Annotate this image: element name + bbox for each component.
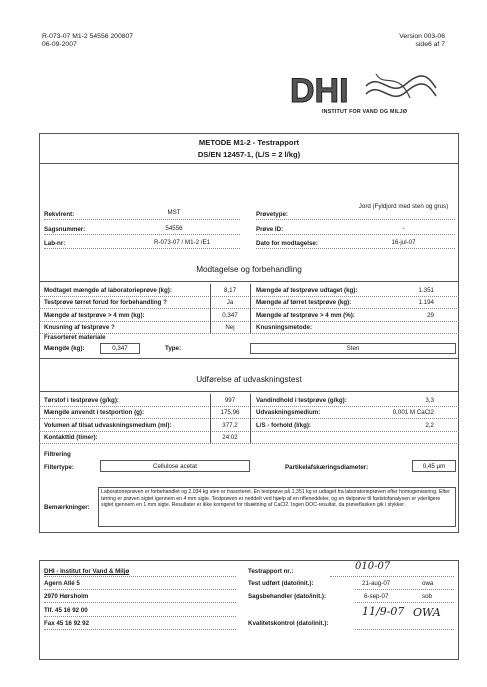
sagsnummer-value: 54556 — [165, 225, 183, 232]
method-title: METODE M1-2 - Testrapport — [198, 138, 300, 147]
section2-left-label-3: Kontakttid (timer): — [44, 433, 98, 441]
section2-right-label-0: Vandindhold i testprøve (g/kg): — [256, 397, 347, 404]
dato-value: 16-jul-07 — [391, 239, 416, 246]
org-phone: Tlf. 45 16 92 00 — [44, 607, 88, 614]
section1-left-value-3: Nej — [225, 323, 235, 331]
diameter-value: 0,45 µm — [422, 463, 446, 470]
lab-nr-value: R-073-07 / M1-2 /E1 — [153, 239, 211, 246]
kvalitetskontrol-label: Kvalitetskontrol (dato/init.): — [248, 620, 329, 627]
page-number: side6 af 7 — [415, 41, 445, 48]
provetype-value: Jord (Fyldjord med sten og grus) — [358, 203, 449, 210]
filtrering-label: Filtrering — [44, 451, 71, 458]
udfort-label: Test udført (dato/init.): — [248, 580, 314, 587]
section1-right-label-1: Mængde af tørret testprøve (kg): — [256, 299, 352, 307]
fraction-type-value: Sten — [346, 345, 360, 352]
org-city: 2970 Hørsholm — [44, 593, 89, 600]
dhi-logo-subtitle: INSTITUT FOR VAND OG MILJØ — [322, 109, 408, 115]
sagsnummer-label: Sagsnummer: — [44, 226, 86, 233]
rekvirent-label: Rekvirent: — [44, 211, 75, 218]
section2-right-label-1: Udvaskningsmedium: — [256, 409, 321, 417]
fraction-type-label: Type: — [165, 345, 182, 352]
section1-left-label-1: Testprøve tørret forud for forbehandling ? — [44, 299, 167, 307]
section1-right-value-2: 29 — [427, 311, 434, 319]
section-receipt-title: Modtagelse og forbehandling — [196, 265, 302, 274]
dhi-logo — [288, 68, 438, 120]
report-reference: R-073-07 M1-2 54556 200807 — [42, 33, 134, 40]
filtertype-value: Cellulose acetat — [152, 463, 198, 470]
section2-left-value-0: 997 — [224, 397, 236, 404]
provetype-label: Prøvetype: — [256, 211, 288, 218]
section1-left-label-0: Modtaget mængde af laboratorieprøve (kg): — [44, 287, 172, 294]
udfort-date: 21-aug-07 — [362, 580, 391, 587]
section2-right-label-2: L/S - forhold (l/kg): — [256, 421, 311, 429]
org-street: Agern Allé 5 — [44, 580, 80, 587]
prove-id-value: - — [402, 225, 405, 232]
section2-right-value-0: 3,3 — [425, 397, 434, 404]
rekvirent-value: MST — [167, 209, 181, 216]
section1-right-label-0: Mængde af testprøve udtaget (kg): — [256, 287, 358, 294]
org-name: DHI - Institut for Vand & Miljø — [44, 568, 130, 575]
fraction-amount-value: 0,347 — [112, 345, 128, 352]
kvalitetskontrol-init: OWA — [413, 606, 441, 619]
section2-left-value-3: 24:02 — [222, 433, 238, 441]
testrapport-value: 010-07 — [355, 561, 391, 572]
fraction-label: Frasorteret materiale — [44, 334, 106, 341]
svg-text:DHI: DHI — [290, 72, 349, 110]
section2-left-label-0: Tørstof i testprøve (g/kg): — [44, 397, 119, 404]
remarks-label: Bemærkninger: — [44, 504, 90, 511]
dhi-logo-mark — [288, 68, 438, 112]
standard-title: DS/EN 12457-1, (L/S = 2 l/kg) — [197, 150, 301, 159]
section1-right-label-3: Knusningsmetode: — [256, 323, 313, 331]
section1-right-value-0: 1.351 — [418, 287, 434, 294]
section1-left-value-1: Ja — [226, 299, 234, 307]
version-label: Version 003-06 — [399, 33, 445, 40]
section1-left-value-2: 0,347 — [222, 311, 238, 319]
section1-left-value-0: 8,17 — [223, 287, 237, 294]
section1-left-label-2: Mængde af testprøve > 4 mm (kg): — [44, 311, 145, 319]
testrapport-label: Testrapport nr.: — [248, 568, 294, 575]
diameter-label: Partikelafskæringsdiameter: — [285, 464, 369, 471]
org-fax: Fax 45 16 92 92 — [44, 620, 90, 627]
report-date: 06-09-2007 — [42, 41, 77, 48]
section1-right-value-1: 1.194 — [418, 299, 434, 307]
section2-right-value-1: 0,001 M CaCl2 — [392, 409, 434, 417]
section2-right-value-2: 2,2 — [425, 421, 434, 429]
section1-left-label-3: Knusning af testprøve ? — [44, 323, 115, 331]
section2-left-label-1: Mængde anvendt i testportion (g): — [44, 409, 145, 417]
section1-right-label-2: Mængde af testprøve > 4 mm (%): — [256, 311, 355, 319]
fraction-amount-label: Mængde (kg): — [44, 345, 85, 352]
section2-left-value-2: 377,2 — [222, 421, 238, 429]
filtertype-label: Filtertype: — [44, 464, 74, 471]
section2-left-label-2: Volumen af tilsat udvaskningsmedium (ml): — [44, 421, 172, 429]
udfort-init: owa — [422, 580, 434, 587]
sagsbehandler-init: sob — [422, 593, 432, 600]
section-leaching-title: Udførelse af udvaskningstest — [196, 375, 302, 384]
dato-label: Dato for modtagelse: — [256, 240, 318, 247]
prove-id-label: Prøve ID: — [256, 226, 284, 233]
lab-nr-label: Lab-nr: — [44, 240, 66, 247]
sagsbehandler-date: 6-sep-07 — [364, 593, 389, 600]
sagsbehandler-label: Sagsbehandler (dato/init.): — [248, 593, 327, 600]
remarks-text: Laboratorieprøven er forbehandlet og 2,034 kg sten er frasorteret. En testprøve på 1,351 kg er udtaget fra laboratorieprøven efter homogenisering. Efter tørring er prøven sigtet igennem en 4 mm sigte. Testprøven er neddelt ved hjælp af en rifleneddeler, og en delprøve til faststofanalysen er yderligere sigtet igennem en 1 mm sigte. Resultater er ikke korrigeret for tilsætning af CaCl2. Ingen DOC-resultat, da prøveflasken gik i stykker. — [101, 489, 450, 509]
section2-left-value-1: 175,96 — [220, 409, 240, 417]
kvalitetskontrol-date: 11/9-07 — [362, 605, 405, 618]
